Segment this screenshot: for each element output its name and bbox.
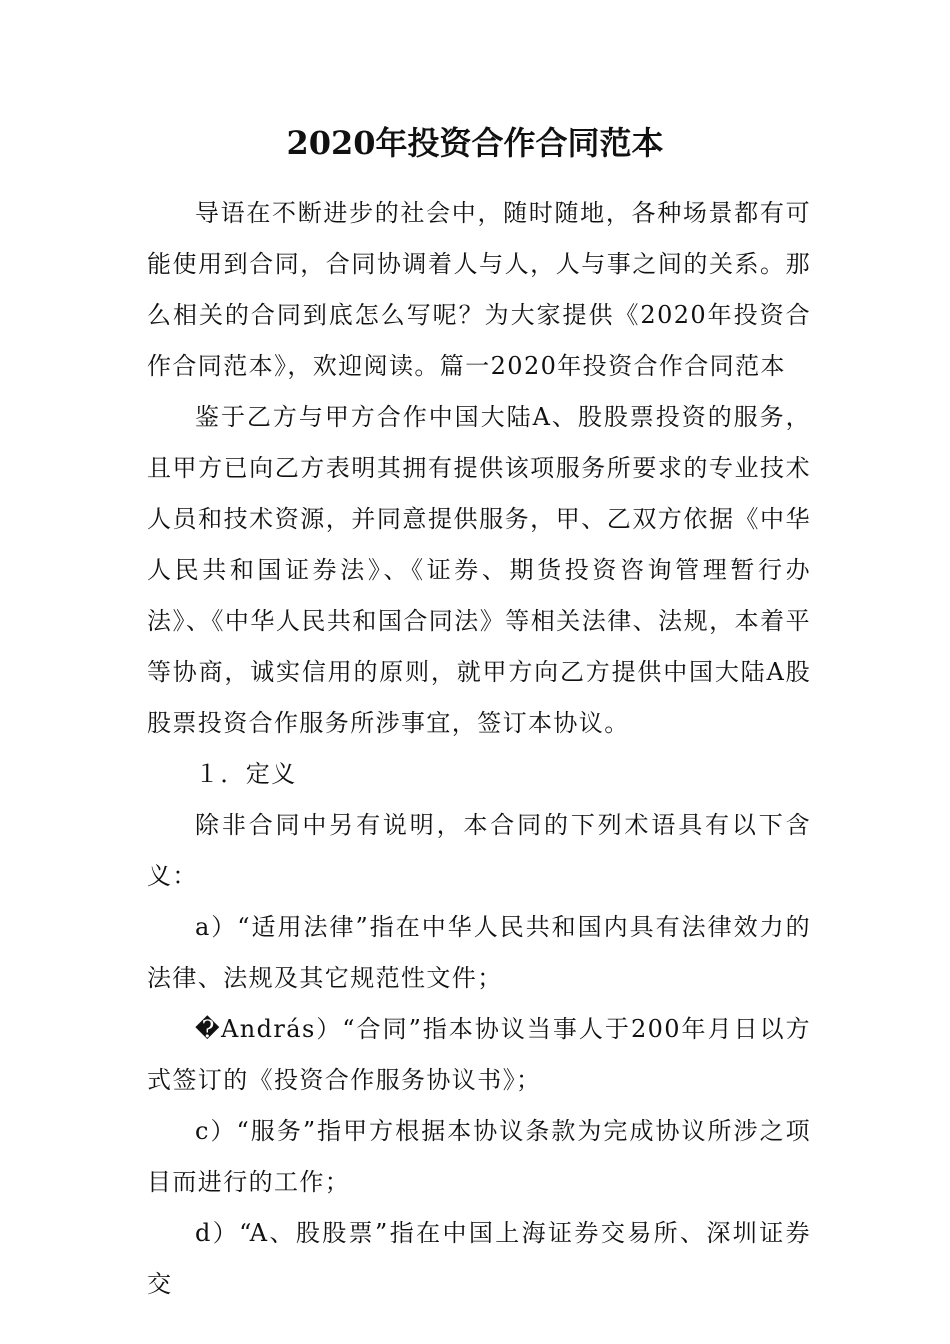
section-heading-definitions: １．定义 — [195, 760, 297, 788]
definition-item-c: c）“服务”指甲方根据本协议条款为完成协议所涉之项目而进行的工作； — [147, 1117, 811, 1196]
definition-item-a: a）“适用法律”指在中华人民共和国内具有法律效力的法律、法规及其它规范性文件； — [147, 913, 811, 992]
preamble-paragraph: 鉴于乙方与甲方合作中国大陆A、股股票投资的服务，且甲方已向乙方表明其拥有提供该项服务所要求的专业技术人员和技术资源，并同意提供服务，甲、乙双方依据《中华人民共和国证券法》、《证券、期货投资咨询管理暂行办法》、《中华人民共和国合同法》等相关法律、法规，本着平等协商，诚实信用的原则，就甲方向乙方提供中国大陆A股股票投资合作服务所涉事宜，签订本协议。 — [147, 403, 811, 737]
intro-paragraph: 导语在不断进步的社会中，随时随地，各种场景都有可能使用到合同，合同协调着人与人，人与事之间的关系。那么相关的合同到底怎么写呢？为大家提供《2020年投资合作合同范本》，欢迎阅读。篇一2020年投资合作合同范本 — [147, 199, 811, 380]
definitions-intro: 除非合同中另有说明，本合同的下列术语具有以下含义： — [147, 811, 811, 890]
document-body — [147, 188, 811, 1310]
document-title: 2020年投资合作合同范本 — [286, 124, 664, 162]
definition-item-b: �András）“合同”指本协议当事人于200年月日以方式签订的《投资合作服务协议书》； — [147, 1015, 811, 1094]
definition-item-d: d）“A、股股票”指在中国上海证券交易所、深圳证券交 — [147, 1219, 811, 1298]
